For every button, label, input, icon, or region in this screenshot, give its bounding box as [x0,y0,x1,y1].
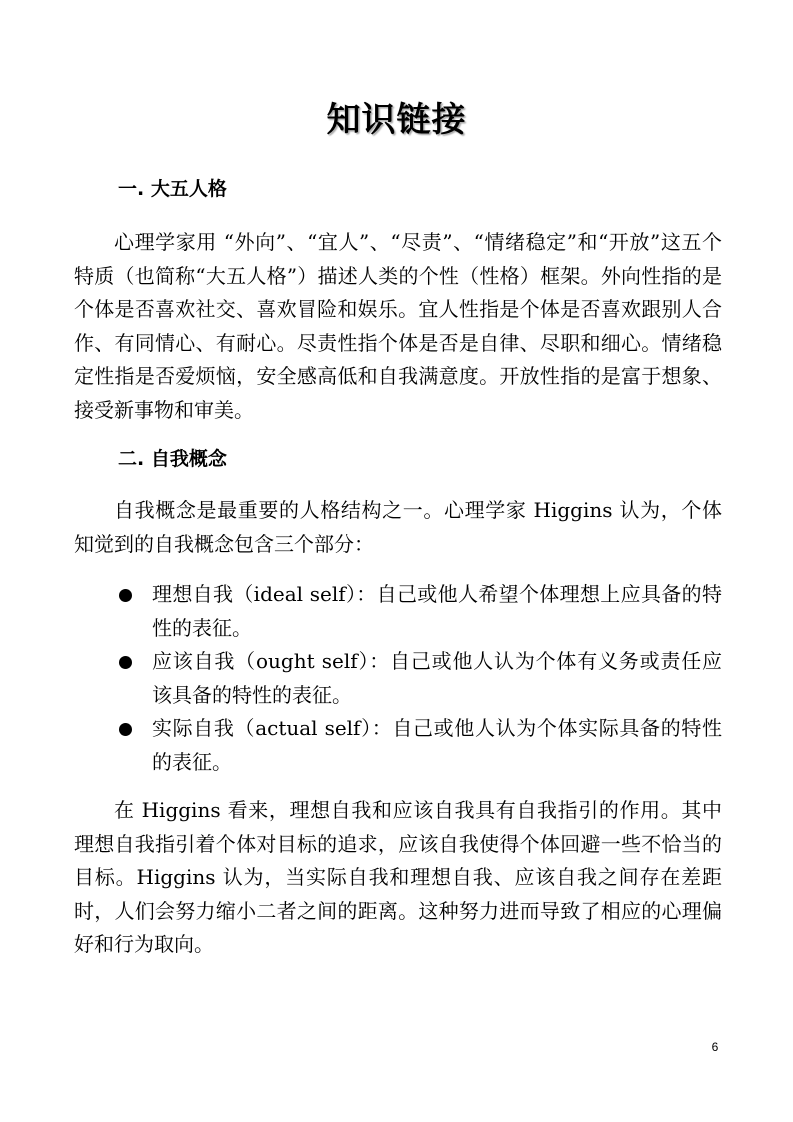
self-concept-bullet-list [118,578,722,779]
bullet-dot-icon [119,589,132,602]
page-title: 知识链接 [326,100,467,140]
higgins-closing-paragraph: 在 Higgins 看来，理想自我和应该自我具有自我指引的作用。其中理想自我指引着个体对目标的追求，应该自我使得个体回避一些不恰当的目标。Higgins 认为，当实际自我和理想自我、应该自我之间存在差距时，人们会努力缩小二者之间的距离。这种努力进而导致了相应的心理偏好和行为取向。 [74,798,722,956]
bullet-actual-self-text: 实际自我（actual self）：自己或他人认为个体实际具备的特性的表征。 [152,716,722,774]
page-number: 6 [711,1040,719,1054]
bullet-ought-self [118,645,722,712]
bullet-ideal-self-text: 理想自我（ideal self）：自己或他人希望个体理想上应具备的特性的表征。 [152,582,722,640]
bullet-ideal-self [118,578,722,645]
section-heading-big-five: 一. 大五人格 [118,178,227,200]
bullet-actual-self [118,712,722,779]
big-five-paragraph: 心理学家用 “外向”、“宜人”、“尽责”、“情绪稳定”和“开放”这五个特质（也简称“大五人格”）描述人类的个性（性格）框架。外向性指的是个体是否喜欢社交、喜欢冒险和娱乐。宜人性指是个体是否喜欢跟别人合作、有同情心、有耐心。尽责性指个体是否是自律、尽职和细心。情绪稳定性指是否爱烦恼，安全感高低和自我满意度。开放性指的是富于想象、接受新事物和审美。 [74,230,722,422]
section-heading-self-concept: 二. 自我概念 [118,448,227,470]
self-concept-intro-paragraph: 自我概念是最重要的人格结构之一。心理学家 Higgins 认为，个体知觉到的自我概念包含三个部分： [74,498,722,556]
bullet-ought-self-text: 应该自我（ought self）：自己或他人认为个体有义务或责任应该具备的特性的表征。 [152,649,722,707]
bullet-dot-icon [119,723,132,736]
bullet-dot-icon [119,656,132,669]
